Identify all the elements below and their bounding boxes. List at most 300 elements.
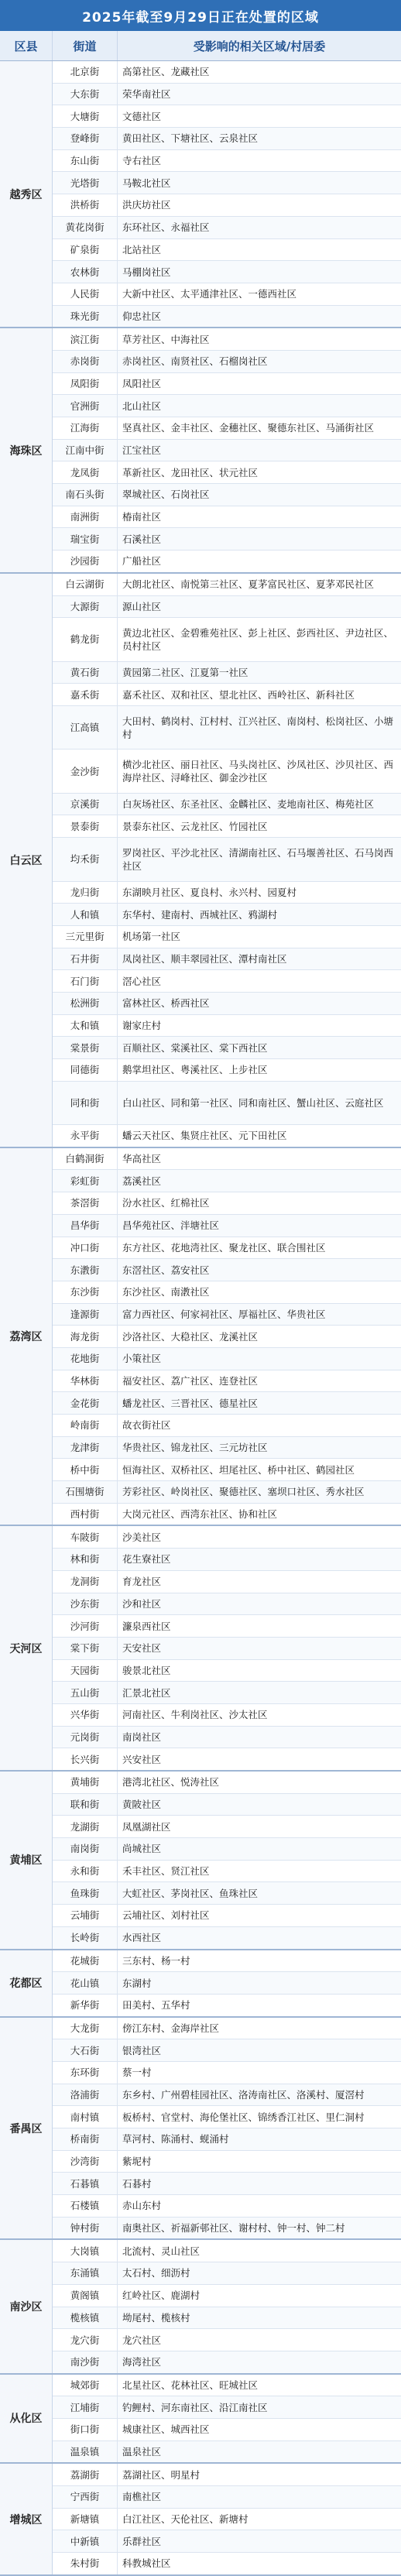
affected-areas: 寺右社区 <box>122 155 162 167</box>
table-row <box>53 2284 401 2307</box>
affected-areas: 大虹社区、茅岗社区、鱼珠社区 <box>122 1887 259 1899</box>
table-row <box>53 1860 401 1882</box>
affected-areas: 育龙社区 <box>122 1576 162 1588</box>
table-row <box>53 2396 401 2418</box>
affected-areas: 东湖村 <box>122 1977 152 1989</box>
street-name: 冲口街 <box>53 1237 118 1259</box>
affected-areas: 海湾社区 <box>122 2356 162 2368</box>
street-name: 兴华街 <box>53 1704 118 1726</box>
table-row <box>53 815 401 837</box>
table-row <box>53 595 401 618</box>
affected-areas: 东湖映月社区、夏良村、永兴村、园夏村 <box>122 886 297 898</box>
affected-areas: 骏景北社区 <box>122 1664 171 1676</box>
affected-areas: 北站社区 <box>122 243 162 256</box>
street-name: 大龙街 <box>53 2018 118 2039</box>
table-row <box>53 1169 401 1192</box>
affected-areas: 温泉社区 <box>122 2445 162 2458</box>
table-row <box>53 1593 401 1615</box>
street-name: 彩虹街 <box>53 1170 118 1192</box>
district-section <box>0 2375 401 2465</box>
affected-areas: 石碁村 <box>122 2177 152 2190</box>
affected-areas: 草河村、陈涌村、蚬涌村 <box>122 2133 229 2146</box>
street-name: 朱村街 <box>53 2553 118 2574</box>
document-title: 2025年截至9月29日正在处置的区域 <box>0 0 401 31</box>
street-name: 龙穴街 <box>53 2329 118 2351</box>
table-row <box>53 83 401 105</box>
table-row <box>53 1772 401 1793</box>
district-section <box>0 328 401 574</box>
street-name: 大源街 <box>53 596 118 618</box>
affected-areas: 革新社区、龙田社区、状元社区 <box>122 466 259 478</box>
street-name: 茶滘街 <box>53 1192 118 1214</box>
street-name: 凤阳街 <box>53 373 118 395</box>
table-row <box>53 527 401 550</box>
table-row <box>53 260 401 283</box>
affected-areas: 沙和社区 <box>122 1597 162 1610</box>
table-row <box>53 461 401 483</box>
street-name: 光塔街 <box>53 172 118 194</box>
affected-areas: 北星社区、花林社区、旺城社区 <box>122 2379 259 2391</box>
district-name: 从化区 <box>0 2375 53 2463</box>
table-row <box>53 2464 401 2485</box>
street-name: 长兴街 <box>53 1748 118 1770</box>
table-row <box>53 881 401 904</box>
street-name: 黄石街 <box>53 662 118 684</box>
street-name: 矿泉街 <box>53 239 118 261</box>
street-name: 石门街 <box>53 970 118 992</box>
street-name: 瑞宝街 <box>53 528 118 550</box>
street-name: 太和镇 <box>53 1015 118 1037</box>
affected-areas: 濂泉西社区 <box>122 1620 171 1632</box>
street-name: 黄花岗街 <box>53 217 118 238</box>
affected-areas: 华高社区 <box>122 1153 162 1165</box>
street-name: 同和街 <box>53 1082 118 1124</box>
table-row <box>53 216 401 238</box>
table-row <box>53 1436 401 1459</box>
table-row <box>53 2039 401 2061</box>
street-name: 金沙街 <box>53 749 118 792</box>
street-name: 东漖街 <box>53 1259 118 1281</box>
affected-areas: 东华村、建南村、西城社区、鸦湖村 <box>122 908 278 921</box>
affected-areas: 荣华南社区 <box>122 88 171 101</box>
district-section <box>0 2018 401 2241</box>
affected-areas: 东乡村、广州碧桂园社区、洛涛南社区、洛溪村、厦滘村 <box>122 2088 365 2101</box>
affected-areas: 港湾北社区、悦涛社区 <box>122 1776 220 1789</box>
affected-areas: 黄陂社区 <box>122 1799 162 1811</box>
affected-areas: 石溪社区 <box>122 533 162 545</box>
street-name: 街口街 <box>53 2419 118 2441</box>
street-name: 逢源街 <box>53 1304 118 1326</box>
street-name: 农林街 <box>53 261 118 283</box>
affected-areas: 白山社区、同和第一社区、同和南社区、蟹山社区、云庭社区 <box>122 1096 384 1109</box>
table-row <box>53 1748 401 1770</box>
affected-areas: 南奥社区、祈福新邨社区、谢村村、钟一村、钟二村 <box>122 2222 345 2235</box>
street-name: 南村镇 <box>53 2106 118 2128</box>
affected-areas: 花生寮社区 <box>122 1553 171 1566</box>
affected-areas: 傍江东村、金海岸社区 <box>122 2022 220 2034</box>
affected-areas: 乐群社区 <box>122 2535 162 2547</box>
table-row <box>53 1258 401 1281</box>
affected-areas: 洪庆坊社区 <box>122 199 171 211</box>
street-name: 沙东街 <box>53 1593 118 1615</box>
table-row <box>53 1303 401 1326</box>
street-name: 均禾街 <box>53 838 118 880</box>
table-row <box>53 1480 401 1503</box>
affected-areas: 滘心社区 <box>122 975 162 987</box>
affected-areas: 科教城社区 <box>122 2557 171 2570</box>
street-name: 桥中街 <box>53 1459 118 1480</box>
table-row <box>53 2307 401 2329</box>
street-name: 南沙街 <box>53 2351 118 2373</box>
district-section <box>0 1772 401 1950</box>
affected-areas: 沙洛社区、大稳社区、龙溪社区 <box>122 1330 259 1343</box>
table-row <box>53 2262 401 2284</box>
affected-areas: 南岗社区 <box>122 1730 162 1743</box>
street-name: 洛浦街 <box>53 2084 118 2106</box>
affected-areas: 罗岗社区、平沙北社区、清湖南社区、石马堰善社区、石马岗西社区 <box>122 846 394 872</box>
street-name: 鱼珠街 <box>53 1882 118 1904</box>
table-row <box>53 925 401 948</box>
street-name: 东沙街 <box>53 1281 118 1303</box>
street-name: 白鹤洞街 <box>53 1148 118 1170</box>
street-name: 花山镇 <box>53 1972 118 1994</box>
district-name: 越秀区 <box>0 61 53 327</box>
affected-areas: 田美村、五华村 <box>122 1999 190 2012</box>
table-row <box>53 506 401 528</box>
street-name: 钟村街 <box>53 2218 118 2239</box>
table-row <box>53 238 401 261</box>
district-section <box>0 1950 401 2018</box>
table-row <box>53 1036 401 1058</box>
table-row <box>53 483 401 506</box>
street-name: 天园街 <box>53 1660 118 1682</box>
table-row <box>53 61 401 83</box>
table-row <box>53 1281 401 1303</box>
affected-areas: 大朗北社区、南悦第三社区、夏茅富民社区、夏茅邓民社区 <box>122 578 375 591</box>
table-row <box>53 2375 401 2396</box>
table-header <box>0 31 401 61</box>
affected-areas: 谢家庄村 <box>122 1019 162 1031</box>
affected-areas: 故衣街社区 <box>122 1419 171 1432</box>
street-name: 永平街 <box>53 1125 118 1147</box>
affected-areas: 北山社区 <box>122 400 162 412</box>
affected-areas: 大田村、鹤岗村、江村村、江兴社区、南岗村、松岗社区、小塘村 <box>122 715 394 740</box>
affected-areas: 水西社区 <box>122 1932 162 1944</box>
table-row <box>53 948 401 970</box>
street-name: 三元里街 <box>53 926 118 948</box>
table-row <box>53 2351 401 2373</box>
table-row <box>53 127 401 149</box>
table-row <box>53 2441 401 2463</box>
street-name: 棠景街 <box>53 1037 118 1058</box>
street-name: 江海街 <box>53 417 118 439</box>
affected-areas: 东滘社区、荔安社区 <box>122 1264 210 1276</box>
street-name: 南岗街 <box>53 1838 118 1860</box>
table-row <box>53 1014 401 1037</box>
table-row <box>53 550 401 572</box>
affected-areas: 福安社区、荔广社区、连登社区 <box>122 1374 259 1387</box>
affected-areas: 河南社区、牛利岗社区、沙太社区 <box>122 1709 268 1721</box>
table-row <box>53 705 401 749</box>
street-name: 金花街 <box>53 1392 118 1414</box>
table-row <box>53 1971 401 1994</box>
affected-areas: 高第社区、龙藏社区 <box>122 66 210 78</box>
table-row <box>53 969 401 992</box>
affected-areas: 小策社区 <box>122 1353 162 1365</box>
affected-areas: 天安社区 <box>122 1642 162 1655</box>
street-name: 龙津街 <box>53 1437 118 1459</box>
affected-areas: 汾水社区、红棉社区 <box>122 1197 210 1209</box>
table-row <box>53 617 401 660</box>
street-name: 大石街 <box>53 2039 118 2061</box>
affected-areas: 汇景北社区 <box>122 1686 171 1699</box>
affected-areas: 大新中社区、太平通津社区、一德西社区 <box>122 288 297 300</box>
table-row <box>53 837 401 880</box>
street-name: 岭南街 <box>53 1415 118 1436</box>
affected-areas: 仰忠社区 <box>122 310 162 322</box>
affected-areas: 赤岗社区、南贤社区、石榴岗社区 <box>122 355 268 368</box>
street-name: 华林街 <box>53 1370 118 1392</box>
affected-areas: 百顺社区、棠溪社区、棠下西社区 <box>122 1041 268 1054</box>
street-name: 沙园街 <box>53 551 118 572</box>
street-name: 昌华街 <box>53 1215 118 1237</box>
table-row <box>53 2061 401 2084</box>
affected-areas: 华贵社区、锦龙社区、三元坊社区 <box>122 1442 268 1454</box>
district-name: 天河区 <box>0 1526 53 1770</box>
street-name: 石楼镇 <box>53 2195 118 2217</box>
street-name: 龙凤街 <box>53 461 118 483</box>
table-row <box>53 1237 401 1259</box>
affected-areas: 城康社区、城西社区 <box>122 2423 210 2436</box>
affected-areas: 椿南社区 <box>122 511 162 523</box>
table-row <box>53 1548 401 1570</box>
table-row <box>53 1081 401 1124</box>
table-row <box>53 903 401 925</box>
table-row <box>53 105 401 127</box>
street-name: 永和街 <box>53 1861 118 1882</box>
district-section <box>0 2464 401 2575</box>
affected-areas: 嘉禾社区、双和社区、望北社区、西岭社区、新科社区 <box>122 688 355 701</box>
affected-areas: 黄园第二社区、江夏第一社区 <box>122 666 248 678</box>
table-row <box>53 1192 401 1214</box>
table-row <box>53 2150 401 2173</box>
table-row <box>53 1414 401 1436</box>
table-row <box>53 749 401 792</box>
street-name: 花地街 <box>53 1348 118 1370</box>
header-areas: 受影响的相关区域/村居委 <box>118 31 401 60</box>
street-name: 同德街 <box>53 1059 118 1081</box>
street-name: 龙洞街 <box>53 1571 118 1593</box>
affected-areas: 大岗元社区、西湾东社区、协和社区 <box>122 1508 278 1521</box>
street-name: 石井街 <box>53 948 118 970</box>
street-name: 大岗镇 <box>53 2240 118 2262</box>
affected-areas: 东环社区、永福社区 <box>122 221 210 234</box>
affected-areas: 南樵社区 <box>122 2491 162 2503</box>
table-row <box>53 2508 401 2530</box>
district-name: 荔湾区 <box>0 1148 53 1525</box>
street-name: 五山街 <box>53 1682 118 1703</box>
street-name: 石碁镇 <box>53 2173 118 2194</box>
table-row <box>53 2194 401 2217</box>
affected-areas: 北流村、灵山社区 <box>122 2245 200 2257</box>
street-name: 黄埔街 <box>53 1772 118 1793</box>
affected-areas: 景泰东社区、云龙社区、竹园社区 <box>122 820 268 832</box>
district-name: 海珠区 <box>0 328 53 572</box>
street-name: 石围塘街 <box>53 1481 118 1503</box>
street-name: 鹤龙街 <box>53 618 118 660</box>
affected-areas: 银湾社区 <box>122 2044 162 2056</box>
street-name: 宁西街 <box>53 2486 118 2508</box>
street-name: 东涌镇 <box>53 2262 118 2284</box>
street-name: 官洲街 <box>53 395 118 417</box>
table-row <box>53 2172 401 2194</box>
street-name: 龙湖街 <box>53 1816 118 1837</box>
affected-areas: 广船社区 <box>122 555 162 568</box>
table-row <box>53 1837 401 1860</box>
affected-areas: 芳彩社区、岭岗社区、聚德社区、塞坝口社区、秀水社区 <box>122 1486 365 1498</box>
table-row <box>53 574 401 595</box>
street-name: 城郊街 <box>53 2375 118 2396</box>
street-name: 中新镇 <box>53 2530 118 2552</box>
table-body <box>0 61 401 2576</box>
district-name: 花都区 <box>0 1950 53 2016</box>
affected-areas: 凤岗社区、顺丰翠园社区、潭村南社区 <box>122 952 287 965</box>
affected-areas: 恒海社区、双桥社区、坦尾社区、桥中社区、鹤园社区 <box>122 1463 355 1476</box>
district-name: 白云区 <box>0 574 53 1147</box>
street-name: 新华街 <box>53 1995 118 2016</box>
table-row <box>53 1503 401 1525</box>
district-section <box>0 1148 401 1527</box>
table-row <box>53 1703 401 1726</box>
street-name: 沙湾街 <box>53 2151 118 2173</box>
table-row <box>53 2105 401 2128</box>
affected-areas: 东沙社区、南漖社区 <box>122 1286 210 1298</box>
street-name: 花城街 <box>53 1950 118 1972</box>
table-row <box>53 1124 401 1147</box>
street-name: 元岗街 <box>53 1727 118 1748</box>
affected-areas: 昌华苑社区、泮塘社区 <box>122 1219 220 1232</box>
affected-areas: 蔡一村 <box>122 2067 152 2079</box>
affected-areas: 马鞍北社区 <box>122 177 171 189</box>
street-name: 温泉镇 <box>53 2441 118 2463</box>
affected-areas: 紫坭村 <box>122 2156 152 2168</box>
table-row <box>53 2084 401 2106</box>
table-row <box>53 1570 401 1593</box>
affected-areas: 草芳社区、中海社区 <box>122 333 210 345</box>
affected-areas: 坳尾村、榄核村 <box>122 2311 190 2324</box>
affected-areas: 兴安社区 <box>122 1753 162 1765</box>
street-name: 南洲街 <box>53 506 118 528</box>
affected-areas: 赤山东村 <box>122 2200 162 2212</box>
table-row <box>53 1614 401 1637</box>
street-name: 嘉禾街 <box>53 684 118 705</box>
district-section <box>0 1526 401 1772</box>
table-row <box>53 1148 401 1170</box>
header-street: 街道 <box>53 31 118 60</box>
street-name: 景泰街 <box>53 815 118 837</box>
street-name: 云埔街 <box>53 1905 118 1926</box>
affected-areas: 三东村、杨一村 <box>122 1954 190 1967</box>
table-row <box>53 1347 401 1370</box>
district-name: 黄埔区 <box>0 1772 53 1949</box>
street-name: 江高镇 <box>53 706 118 749</box>
street-name: 松洲街 <box>53 993 118 1014</box>
district-section <box>0 61 401 328</box>
table-row <box>53 2552 401 2574</box>
table-row <box>53 793 401 815</box>
table-row <box>53 1726 401 1748</box>
table-row <box>53 2328 401 2351</box>
street-name: 西村街 <box>53 1504 118 1525</box>
affected-areas: 黄田社区、下塘社区、云泉社区 <box>122 132 259 145</box>
affected-areas: 凤阳社区 <box>122 377 162 389</box>
table-row <box>53 2530 401 2552</box>
affected-areas: 太石村、细沥村 <box>122 2267 190 2279</box>
street-name: 车陂街 <box>53 1526 118 1548</box>
affected-areas: 云埔社区、刘村社区 <box>122 1909 210 1922</box>
affected-areas: 机场第一社区 <box>122 931 181 943</box>
table-row <box>53 1058 401 1081</box>
street-name: 黄阁镇 <box>53 2285 118 2307</box>
affected-areas: 坚真社区、金丰社区、金穗社区、聚德东社区、马涌街社区 <box>122 422 375 434</box>
street-name: 棠下街 <box>53 1638 118 1659</box>
table-row <box>53 2018 401 2039</box>
table-row <box>53 661 401 684</box>
affected-areas: 凤凰湖社区 <box>122 1820 171 1833</box>
table-row <box>53 1994 401 2016</box>
table-row <box>53 372 401 395</box>
affected-areas: 文德社区 <box>122 110 162 122</box>
street-name: 东山街 <box>53 150 118 172</box>
affected-areas: 马棚岗社区 <box>122 266 171 278</box>
street-name: 海龙街 <box>53 1326 118 1347</box>
table-row <box>53 2418 401 2441</box>
affected-areas: 板桥村、官堂村、海伦堡社区、锦绣香江社区、里仁洞村 <box>122 2111 365 2123</box>
table-row <box>53 1391 401 1414</box>
table-row <box>53 2217 401 2239</box>
affected-areas: 白江社区、天伦社区、新塘村 <box>122 2513 248 2526</box>
district-section <box>0 2240 401 2374</box>
affected-areas: 禾丰社区、贤江社区 <box>122 1865 210 1878</box>
table-row <box>53 394 401 417</box>
table-row <box>53 149 401 172</box>
affected-areas: 沙美社区 <box>122 1531 162 1543</box>
affected-areas: 龙穴社区 <box>122 2334 162 2346</box>
street-name: 林和街 <box>53 1549 118 1570</box>
street-name: 北京街 <box>53 61 118 83</box>
district-section <box>0 574 401 1148</box>
table-row <box>53 1659 401 1682</box>
affected-areas: 源山社区 <box>122 600 162 612</box>
street-name: 京溪街 <box>53 794 118 815</box>
table-row <box>53 1637 401 1659</box>
street-name: 登峰街 <box>53 128 118 149</box>
table-row <box>53 305 401 328</box>
street-name: 珠光街 <box>53 306 118 328</box>
affected-areas: 江宝社区 <box>122 444 162 457</box>
affected-areas: 红岭社区、鹿湖村 <box>122 2290 200 2302</box>
street-name: 新塘镇 <box>53 2509 118 2530</box>
street-name: 江南中街 <box>53 440 118 461</box>
affected-areas: 富林社区、桥西社区 <box>122 997 210 1010</box>
street-name: 南石头街 <box>53 484 118 506</box>
table-row <box>53 1325 401 1347</box>
table-row <box>53 1681 401 1703</box>
table-row <box>53 1370 401 1392</box>
street-name: 桥南街 <box>53 2128 118 2150</box>
street-name: 联和街 <box>53 1794 118 1816</box>
affected-areas: 荔溪社区 <box>122 1175 162 1187</box>
